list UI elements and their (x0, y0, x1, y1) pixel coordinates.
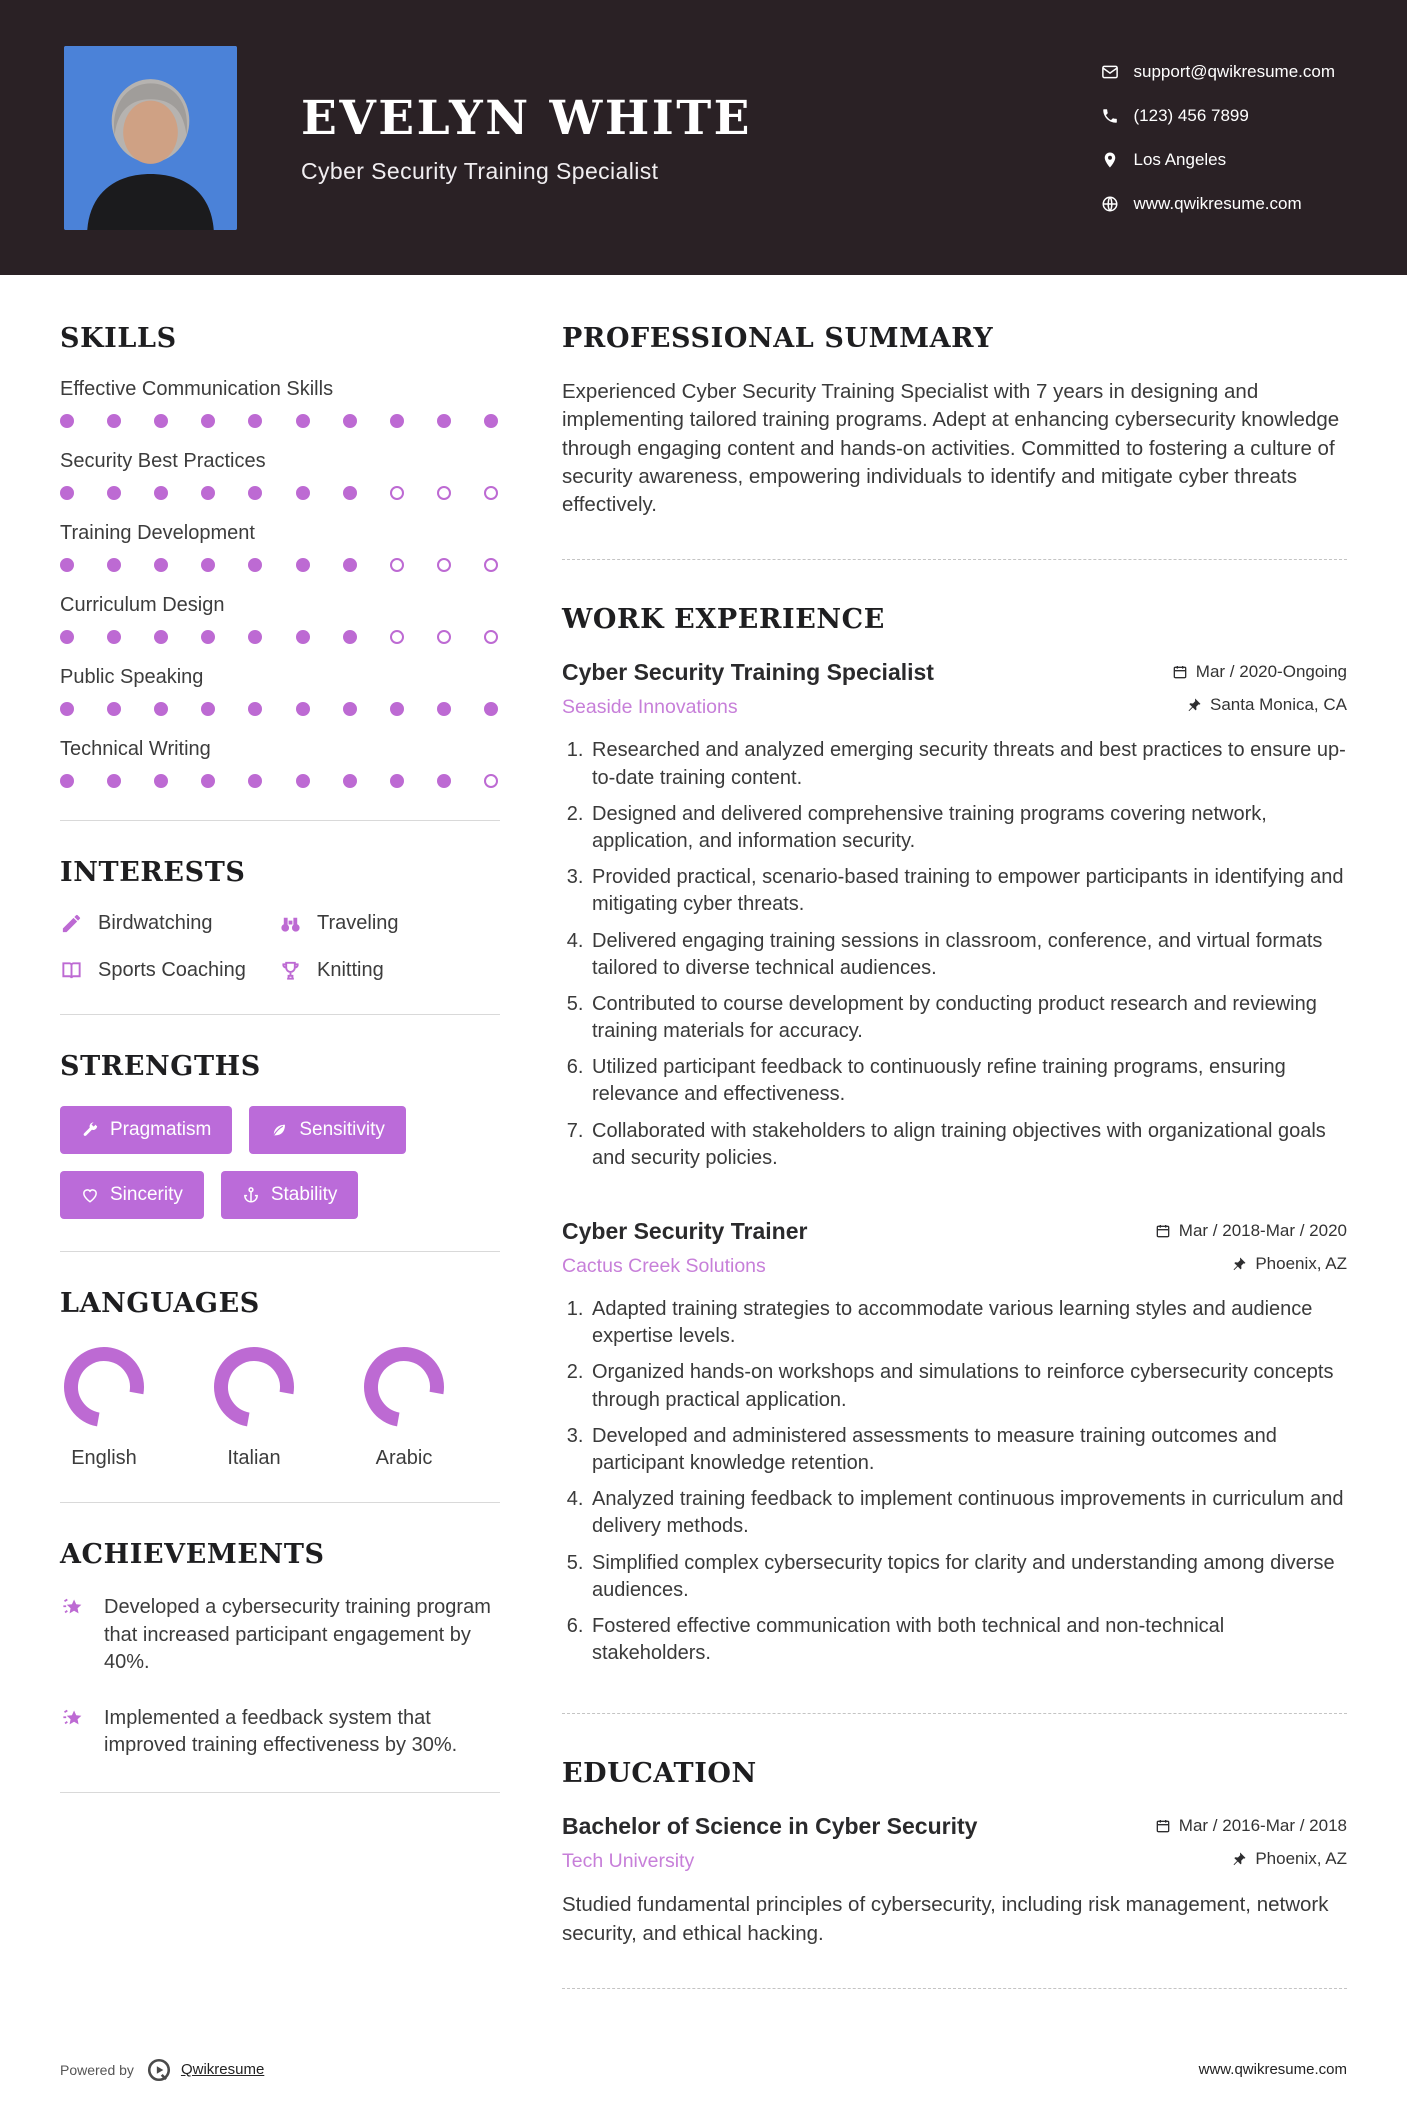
powered-by-label: Powered by (60, 2061, 134, 2078)
contact-phone-text: (123) 456 7899 (1133, 105, 1249, 125)
interest-item (279, 959, 500, 982)
job-bullet: 4. Delivered engaging training sessions in classroom, conference, and virtual formats tailored to diverse technical audiences. (589, 928, 1347, 982)
skill-dot (296, 774, 310, 788)
job-bullet: 5. Simplified complex cybersecurity topics for clarity and understanding among diverse audiences. (589, 1550, 1347, 1604)
achievements-heading: ACHIEVEMENTS (60, 1539, 325, 1570)
job-bullet: 6. Fostered effective communication with both technical and non-technical stakeholders. (589, 1613, 1347, 1667)
strength-badge (249, 1106, 406, 1154)
contact-phone (1101, 106, 1336, 126)
work-experience-section (562, 604, 1347, 1667)
education-header (562, 1813, 1347, 1840)
wrench-icon (81, 1121, 99, 1139)
skill-dot (248, 630, 262, 644)
education-section (562, 1758, 1347, 1948)
skill-dot (60, 558, 74, 572)
strengths-list (60, 1106, 500, 1219)
job-header (562, 659, 1347, 686)
strength-label: Sensitivity (299, 1119, 385, 1140)
profile-photo (64, 46, 237, 230)
book-icon (60, 959, 83, 982)
languages-heading: LANGUAGES (60, 1288, 260, 1319)
skill-dot (248, 414, 262, 428)
pushpin-icon (1186, 697, 1202, 713)
skills-heading: SKILLS (60, 323, 177, 354)
job-bullet-list (562, 737, 1347, 1172)
education-heading: EDUCATION (562, 1758, 757, 1790)
job-bullet: 2. Designed and delivered comprehensive training programs covering network, application, and information security. (589, 801, 1347, 855)
interests-heading: INTERESTS (60, 857, 246, 888)
skill-dot (201, 630, 215, 644)
job-bullet-list (562, 1296, 1347, 1667)
skill-dot (154, 630, 168, 644)
skill-dot (343, 486, 357, 500)
skill-dot (296, 414, 310, 428)
pen-icon (60, 912, 83, 935)
header (0, 0, 1407, 275)
skill-item (60, 522, 500, 572)
skill-dot (437, 774, 451, 788)
contact-email (1101, 62, 1336, 82)
calendar-icon (1155, 1818, 1171, 1834)
interest-item (60, 912, 279, 935)
languages-list (60, 1343, 500, 1470)
strength-badge (221, 1171, 359, 1219)
skill-label: Effective Communication Skills (60, 378, 334, 400)
skill-dot (248, 558, 262, 572)
job-title: Cyber Security Trainer (562, 1218, 808, 1245)
language-level-donut (360, 1343, 448, 1431)
skill-dot (296, 558, 310, 572)
languages-section (60, 1288, 500, 1470)
skill-dot (390, 486, 404, 500)
phone-icon (1101, 107, 1119, 125)
skill-dot (248, 702, 262, 716)
skill-item (60, 594, 500, 644)
education-description: Studied fundamental principles of cybersecurity, including risk management, network security, and ethical hacking. (562, 1893, 1329, 1945)
skill-dot (154, 414, 168, 428)
skill-label: Training Development (60, 522, 255, 544)
section-divider (60, 1502, 500, 1503)
job-bullet: 1. Adapted training strategies to accommodate various learning styles and audience expertise levels. (589, 1296, 1347, 1350)
achievement-star-icon (60, 1706, 87, 1733)
company-name: Seaside Innovations (562, 696, 738, 719)
skill-dot (60, 702, 74, 716)
globe-icon (1101, 195, 1119, 213)
summary-heading: PROFESSIONAL SUMMARY (562, 323, 994, 354)
skill-dot (107, 486, 121, 500)
job-entry (562, 1218, 1347, 1667)
skill-dot (154, 702, 168, 716)
interest-label: Birdwatching (98, 912, 213, 934)
profile-photo-illustration (64, 46, 237, 230)
skill-dot (107, 414, 121, 428)
job-dates (1155, 1221, 1347, 1241)
skill-dot (60, 630, 74, 644)
skill-dot (154, 486, 168, 500)
skill-item (60, 738, 500, 788)
interest-label: Sports Coaching (98, 959, 246, 981)
skills-section (60, 323, 500, 788)
summary-section (562, 323, 1347, 519)
job-location-text: Santa Monica, CA (1209, 695, 1347, 715)
binoculars-icon (279, 912, 302, 935)
contact-website-text: www.qwikresume.com (1133, 193, 1302, 213)
job-bullet: 4. Analyzed training feedback to implement continuous improvements in curriculum and delivery methods. (589, 1486, 1347, 1540)
job-bullet: 6. Utilized participant feedback to continuously refine training programs, ensuring relevance and effectiveness. (589, 1054, 1347, 1108)
skill-dot (201, 558, 215, 572)
contact-location (1101, 150, 1336, 170)
strength-label: Pragmatism (110, 1119, 212, 1140)
skill-dot (343, 558, 357, 572)
skill-dot (296, 630, 310, 644)
language-item (210, 1343, 298, 1470)
language-item (60, 1343, 148, 1470)
job-bullet: 3. Provided practical, scenario-based training to empower participants in identifying and mitigating cyber threats. (589, 864, 1347, 918)
skill-dot (201, 774, 215, 788)
skill-label: Curriculum Design (60, 594, 225, 616)
language-label: Arabic (375, 1447, 433, 1469)
skill-label: Public Speaking (60, 666, 204, 688)
achievement-item (60, 1705, 500, 1760)
skill-dot (484, 774, 498, 788)
skill-rating (60, 630, 500, 644)
anchor-icon (242, 1186, 260, 1204)
language-level-donut (60, 1343, 148, 1431)
heart-icon (81, 1186, 99, 1204)
skill-dot (484, 558, 498, 572)
job-dates-text: Mar / 2020-Ongoing (1195, 662, 1347, 682)
qwikresume-logo-icon (146, 2057, 172, 2083)
strength-label: Sincerity (110, 1184, 183, 1205)
skill-dot (154, 774, 168, 788)
degree-title: Bachelor of Science in Cyber Security (562, 1813, 978, 1840)
job-bullet: 1. Researched and analyzed emerging security threats and best practices to ensure up-to-date training content. (589, 737, 1347, 791)
skill-dot (437, 630, 451, 644)
skill-dot (107, 702, 121, 716)
person-name: EVELYN WHITE (301, 90, 753, 146)
education-location-text: Phoenix, AZ (1255, 1849, 1347, 1869)
education-dates (1155, 1816, 1347, 1836)
skill-dot (390, 414, 404, 428)
email-icon (1101, 63, 1119, 81)
skill-dot (343, 774, 357, 788)
language-item (360, 1343, 448, 1470)
strength-badge (60, 1106, 232, 1154)
pushpin-icon (1231, 1851, 1247, 1867)
skill-dot (201, 414, 215, 428)
skill-rating (60, 558, 500, 572)
skill-dot (296, 486, 310, 500)
leaf-icon (270, 1121, 288, 1139)
language-label: Italian (227, 1447, 281, 1469)
skill-dot (248, 486, 262, 500)
skill-label: Technical Writing (60, 738, 211, 760)
education-dates-text: Mar / 2016-Mar / 2018 (1178, 1816, 1347, 1836)
job-header (562, 1218, 1347, 1245)
skill-dot (343, 414, 357, 428)
brand-name[interactable]: Qwikresume (180, 2061, 265, 2079)
skill-rating (60, 486, 500, 500)
skill-dot (437, 702, 451, 716)
contact-list (1101, 62, 1336, 214)
job-bullet: 5. Contributed to course development by conducting product research and reviewing training materials for accuracy. (589, 991, 1347, 1045)
interests-grid (60, 912, 500, 982)
achievement-text: Developed a cybersecurity training program that increased participant engagement by 40%. (104, 1596, 491, 1674)
language-level-donut (210, 1343, 298, 1431)
school-name: Tech University (562, 1850, 695, 1873)
skill-dot (390, 774, 404, 788)
job-location (1186, 695, 1347, 715)
skill-dot (60, 486, 74, 500)
left-column (60, 275, 500, 1829)
job-entry (562, 659, 1347, 1172)
footer (0, 2033, 1407, 2119)
strength-label: Stability (270, 1184, 338, 1205)
person-title: Cyber Security Training Specialist (301, 157, 659, 184)
skill-label: Security Best Practices (60, 450, 266, 472)
strengths-heading: STRENGTHS (60, 1051, 261, 1082)
skill-dot (154, 558, 168, 572)
skill-dot (484, 486, 498, 500)
section-divider (562, 1988, 1347, 1989)
section-divider (60, 1792, 500, 1793)
skill-dot (390, 630, 404, 644)
interest-item (60, 959, 279, 982)
skill-dot (343, 702, 357, 716)
trophy-icon (279, 959, 302, 982)
achievement-text: Implemented a feedback system that improved training effectiveness by 30%. (104, 1706, 458, 1757)
identity (301, 91, 752, 185)
pushpin-icon (1231, 1256, 1247, 1272)
job-location (1231, 1254, 1347, 1274)
location-pin-icon (1101, 151, 1119, 169)
skill-dot (343, 630, 357, 644)
achievements-section (60, 1539, 500, 1760)
education-subheader (562, 1849, 1347, 1873)
job-bullet: 3. Developed and administered assessments to measure training outcomes and participant knowledge retention. (589, 1423, 1347, 1477)
skill-rating (60, 414, 500, 428)
skill-dot (390, 558, 404, 572)
calendar-icon (1155, 1223, 1171, 1239)
job-subheader (562, 1254, 1347, 1278)
section-divider (562, 1713, 1347, 1714)
work-heading: WORK EXPERIENCE (562, 604, 885, 636)
education-location (1231, 1849, 1347, 1869)
summary-text: Experienced Cyber Security Training Specialist with 7 years in designing and implementing tailored training programs. Adept at enhancing cybersecurity knowledge through engaging content and hands-on activities. Committed to fostering a culture of security awareness, empowering individuals to identify and mitigate cyber threats effectively. (562, 380, 1340, 517)
skill-dot (437, 414, 451, 428)
skill-dot (390, 702, 404, 716)
section-divider (562, 559, 1347, 560)
skill-rating (60, 774, 500, 788)
job-bullet: 2. Organized hands-on workshops and simulations to reinforce cybersecurity concepts through practical application. (589, 1359, 1347, 1413)
achievement-item (60, 1594, 500, 1677)
interest-label: Knitting (317, 959, 384, 981)
job-subheader (562, 695, 1347, 719)
strength-badge (60, 1171, 204, 1219)
job-dates-text: Mar / 2018-Mar / 2020 (1178, 1221, 1347, 1241)
skill-dot (296, 702, 310, 716)
strengths-section (60, 1051, 500, 1219)
skill-dot (60, 774, 74, 788)
footer-website: www.qwikresume.com (1198, 2061, 1347, 2079)
skill-dot (248, 774, 262, 788)
skill-dot (201, 702, 215, 716)
interest-label: Traveling (317, 912, 399, 934)
content-columns (0, 275, 1407, 2033)
skill-item (60, 450, 500, 500)
skill-dot (484, 414, 498, 428)
language-label: English (71, 1447, 137, 1469)
skill-item (60, 666, 500, 716)
skill-dot (437, 558, 451, 572)
contact-location-text: Los Angeles (1133, 149, 1227, 169)
skill-dot (437, 486, 451, 500)
section-divider (60, 820, 500, 821)
job-title: Cyber Security Training Specialist (562, 659, 934, 686)
company-name: Cactus Creek Solutions (562, 1255, 766, 1278)
skill-dot (484, 630, 498, 644)
section-divider (60, 1014, 500, 1015)
skill-dot (60, 414, 74, 428)
calendar-icon (1172, 664, 1188, 680)
job-location-text: Phoenix, AZ (1255, 1254, 1347, 1274)
achievement-star-icon (60, 1595, 87, 1622)
skill-dot (107, 558, 121, 572)
interest-item (279, 912, 500, 935)
section-divider (60, 1251, 500, 1252)
job-dates (1172, 662, 1347, 682)
job-bullet: 7. Collaborated with stakeholders to align training objectives with organizational goals and security policies. (589, 1118, 1347, 1172)
skill-dot (107, 630, 121, 644)
right-column (562, 275, 1347, 2033)
skill-item (60, 378, 500, 428)
skill-rating (60, 702, 500, 716)
contact-email-text: support@qwikresume.com (1133, 61, 1335, 81)
skill-dot (107, 774, 121, 788)
skill-dot (484, 702, 498, 716)
skill-dot (201, 486, 215, 500)
brand-link[interactable] (146, 2057, 264, 2083)
interests-section (60, 857, 500, 982)
contact-website (1101, 194, 1336, 214)
